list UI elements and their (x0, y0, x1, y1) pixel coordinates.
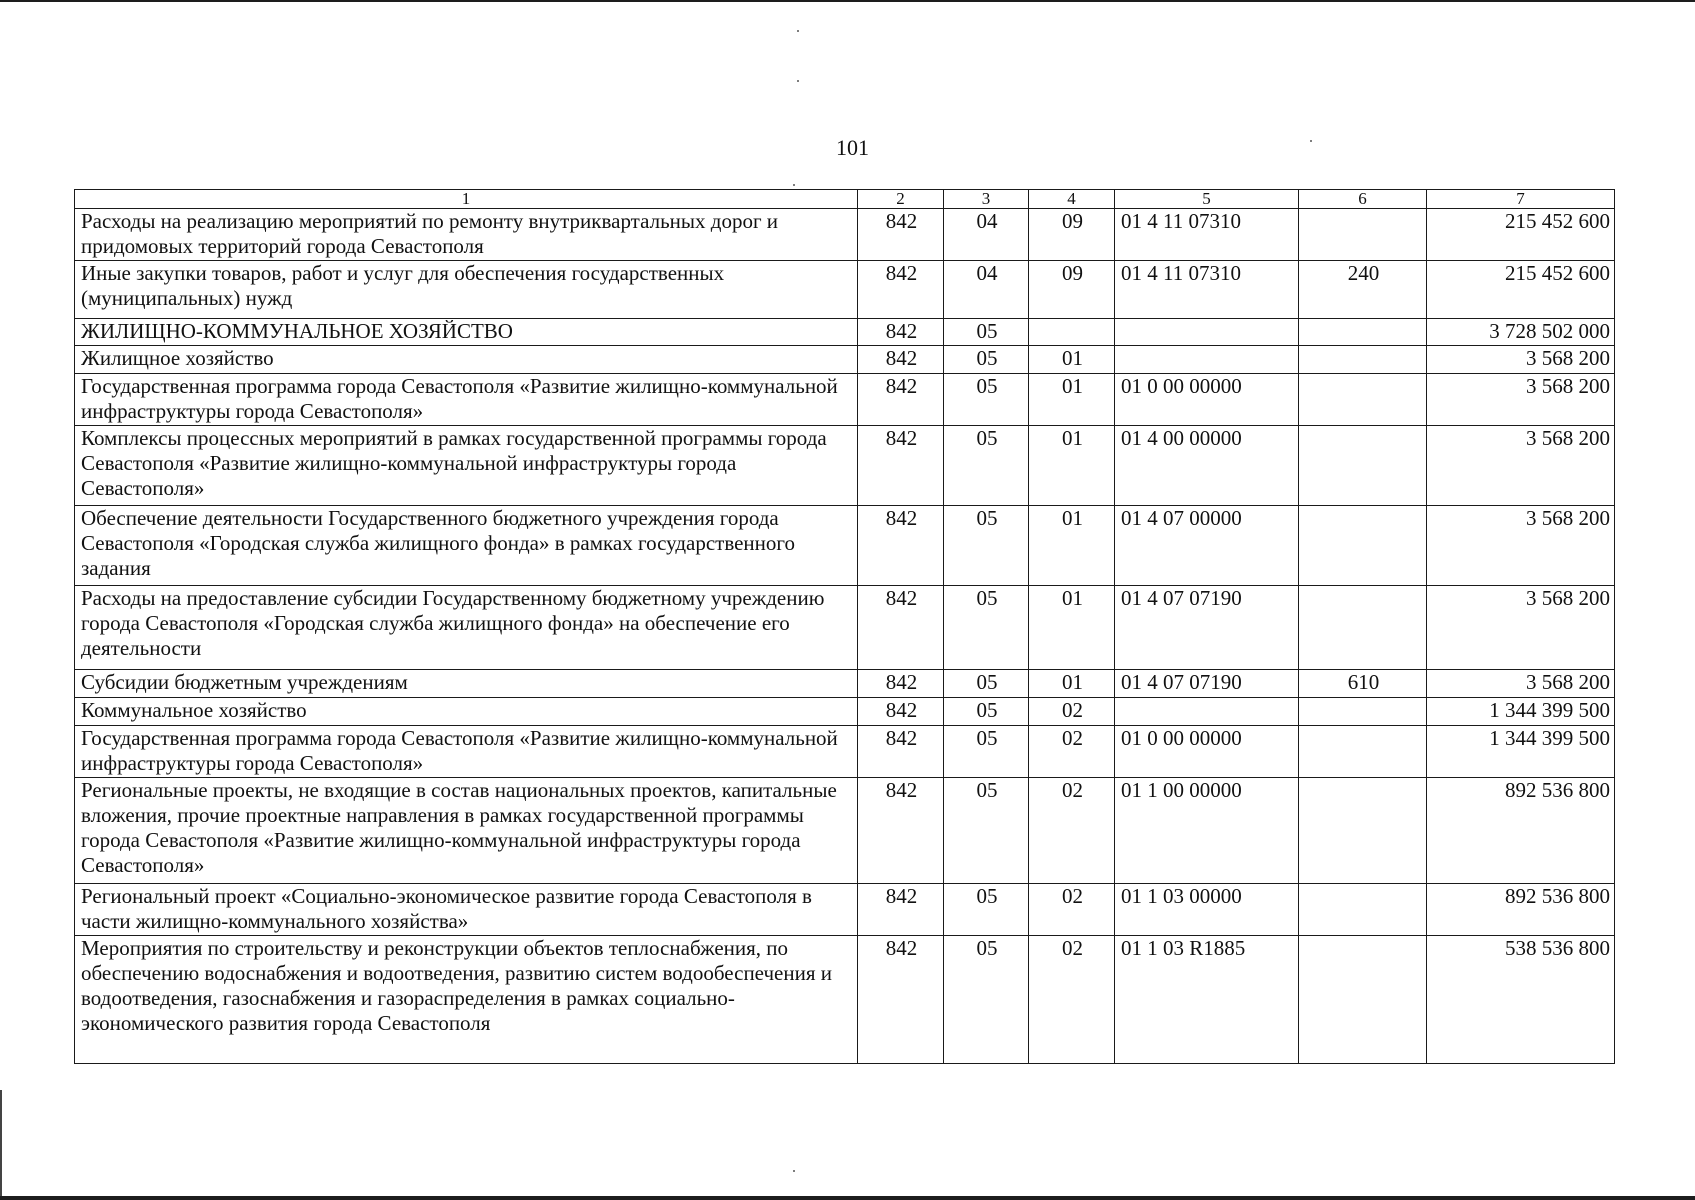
budget-table (74, 189, 1615, 1064)
ministry-code: 842 (858, 778, 944, 884)
section-code: 05 (944, 506, 1029, 586)
section-code: 05 (944, 884, 1029, 936)
subsection-code (1029, 319, 1115, 346)
subsection-code: 02 (1029, 778, 1115, 884)
ministry-code: 842 (858, 698, 944, 726)
page-number: 101 (836, 135, 869, 160)
subsection-code: 02 (1029, 936, 1115, 1064)
amount-value: 3 568 200 (1427, 670, 1615, 698)
expense-type-code (1299, 374, 1427, 426)
table-row (75, 374, 1615, 426)
expense-type-code (1299, 726, 1427, 778)
scan-speck (793, 1170, 795, 1172)
subsection-code: 09 (1029, 209, 1115, 261)
expense-type-code (1299, 936, 1427, 1064)
ministry-code: 842 (858, 726, 944, 778)
column-number: 6 (1299, 190, 1427, 209)
section-code: 05 (944, 698, 1029, 726)
subsection-code: 01 (1029, 346, 1115, 374)
ministry-code: 842 (858, 586, 944, 670)
target-article-code (1115, 698, 1299, 726)
expense-type-code: 610 (1299, 670, 1427, 698)
target-article-code: 01 1 00 00000 (1115, 778, 1299, 884)
table-row (75, 884, 1615, 936)
section-code: 05 (944, 346, 1029, 374)
amount-value: 1 344 399 500 (1427, 698, 1615, 726)
section-code: 05 (944, 936, 1029, 1064)
line-item-name: Жилищное хозяйство (75, 346, 858, 374)
ministry-code: 842 (858, 506, 944, 586)
subsection-code: 02 (1029, 726, 1115, 778)
amount-value: 892 536 800 (1427, 884, 1615, 936)
column-number: 7 (1427, 190, 1615, 209)
expense-type-code (1299, 209, 1427, 261)
amount-value: 3 568 200 (1427, 374, 1615, 426)
target-article-code: 01 4 07 07190 (1115, 586, 1299, 670)
ministry-code: 842 (858, 209, 944, 261)
ministry-code: 842 (858, 670, 944, 698)
amount-value: 3 568 200 (1427, 586, 1615, 670)
target-article-code (1115, 346, 1299, 374)
amount-value: 892 536 800 (1427, 778, 1615, 884)
column-number-row (75, 190, 1615, 209)
amount-value: 215 452 600 (1427, 261, 1615, 319)
scan-left-edge (0, 1090, 2, 1200)
scan-speck (793, 184, 795, 186)
column-number: 1 (75, 190, 858, 209)
line-item-name: Субсидии бюджетным учреждениям (75, 670, 858, 698)
table-row (75, 726, 1615, 778)
table-row (75, 319, 1615, 346)
table-row (75, 936, 1615, 1064)
line-item-name: ЖИЛИЩНО-КОММУНАЛЬНОЕ ХОЗЯЙСТВО (75, 319, 858, 346)
scan-speck (1310, 140, 1312, 142)
line-item-name: Региональный проект «Социально-экономическое развитие города Севастополя в части жилищно-коммунального хозяйства» (75, 884, 858, 936)
expense-type-code (1299, 778, 1427, 884)
section-code: 05 (944, 726, 1029, 778)
line-item-name: Государственная программа города Севастополя «Развитие жилищно-коммунальной инфраструктуры города Севастополя» (75, 726, 858, 778)
target-article-code: 01 4 07 00000 (1115, 506, 1299, 586)
table-row (75, 778, 1615, 884)
subsection-code: 02 (1029, 884, 1115, 936)
subsection-code: 01 (1029, 670, 1115, 698)
target-article-code: 01 4 00 00000 (1115, 426, 1299, 506)
subsection-code: 09 (1029, 261, 1115, 319)
expense-type-code: 240 (1299, 261, 1427, 319)
column-number: 3 (944, 190, 1029, 209)
table-row (75, 426, 1615, 506)
line-item-name: Коммунальное хозяйство (75, 698, 858, 726)
amount-value: 3 568 200 (1427, 346, 1615, 374)
section-code: 05 (944, 778, 1029, 884)
target-article-code: 01 4 11 07310 (1115, 261, 1299, 319)
amount-value: 1 344 399 500 (1427, 726, 1615, 778)
table-row (75, 506, 1615, 586)
expense-type-code (1299, 884, 1427, 936)
target-article-code (1115, 319, 1299, 346)
section-code: 04 (944, 209, 1029, 261)
amount-value: 3 568 200 (1427, 426, 1615, 506)
amount-value: 538 536 800 (1427, 936, 1615, 1064)
table-row (75, 346, 1615, 374)
expense-type-code (1299, 346, 1427, 374)
target-article-code: 01 4 11 07310 (1115, 209, 1299, 261)
line-item-name: Региональные проекты, не входящие в состав национальных проектов, капитальные вложения, прочие проектные направления в рамках государственной программы города Севастополя «Развитие жилищно-коммунальной инфраструктуры города Севастополя» (75, 778, 858, 884)
amount-value: 3 568 200 (1427, 506, 1615, 586)
ministry-code: 842 (858, 374, 944, 426)
scan-top-edge (0, 0, 1695, 2)
subsection-code: 01 (1029, 426, 1115, 506)
line-item-name: Обеспечение деятельности Государственного бюджетного учреждения города Севастополя «Городская служба жилищного фонда» в рамках государственного задания (75, 506, 858, 586)
section-code: 05 (944, 586, 1029, 670)
table-row (75, 261, 1615, 319)
ministry-code: 842 (858, 261, 944, 319)
subsection-code: 01 (1029, 506, 1115, 586)
section-code: 04 (944, 261, 1029, 319)
table-row (75, 209, 1615, 261)
line-item-name: Комплексы процессных мероприятий в рамках государственной программы города Севастополя «Развитие жилищно-коммунальной инфраструктуры города Севастополя» (75, 426, 858, 506)
scan-bottom-edge (0, 1196, 1695, 1200)
scan-speck (797, 30, 799, 32)
table-row (75, 698, 1615, 726)
target-article-code: 01 1 03 00000 (1115, 884, 1299, 936)
line-item-name: Расходы на реализацию мероприятий по ремонту внутриквартальных дорог и придомовых территорий города Севастополя (75, 209, 858, 261)
section-code: 05 (944, 670, 1029, 698)
amount-value: 215 452 600 (1427, 209, 1615, 261)
line-item-name: Иные закупки товаров, работ и услуг для обеспечения государственных (муниципальных) нужд (75, 261, 858, 319)
target-article-code: 01 1 03 R1885 (1115, 936, 1299, 1064)
target-article-code: 01 4 07 07190 (1115, 670, 1299, 698)
ministry-code: 842 (858, 884, 944, 936)
column-number: 4 (1029, 190, 1115, 209)
amount-value: 3 728 502 000 (1427, 319, 1615, 346)
table-row (75, 670, 1615, 698)
section-code: 05 (944, 319, 1029, 346)
ministry-code: 842 (858, 936, 944, 1064)
expense-type-code (1299, 426, 1427, 506)
section-code: 05 (944, 374, 1029, 426)
ministry-code: 842 (858, 426, 944, 506)
table-row (75, 586, 1615, 670)
expense-type-code (1299, 586, 1427, 670)
target-article-code: 01 0 00 00000 (1115, 374, 1299, 426)
subsection-code: 01 (1029, 586, 1115, 670)
expense-type-code (1299, 506, 1427, 586)
subsection-code: 02 (1029, 698, 1115, 726)
expense-type-code (1299, 698, 1427, 726)
subsection-code: 01 (1029, 374, 1115, 426)
line-item-name: Государственная программа города Севастополя «Развитие жилищно-коммунальной инфраструктуры города Севастополя» (75, 374, 858, 426)
ministry-code: 842 (858, 346, 944, 374)
section-code: 05 (944, 426, 1029, 506)
expense-type-code (1299, 319, 1427, 346)
column-number: 2 (858, 190, 944, 209)
target-article-code: 01 0 00 00000 (1115, 726, 1299, 778)
line-item-name: Расходы на предоставление субсидии Государственному бюджетному учреждению города Севастополя «Городская служба жилищного фонда» на обеспечение его деятельности (75, 586, 858, 670)
ministry-code: 842 (858, 319, 944, 346)
scan-speck (797, 80, 799, 82)
column-number: 5 (1115, 190, 1299, 209)
line-item-name: Мероприятия по строительству и реконструкции объектов теплоснабжения, по обеспечению водоснабжения и водоотведения, развитию систем водообеспечения и водоотведения, газоснабжения и газораспределения в рамках социально-экономического развития города Севастополя (75, 936, 858, 1064)
